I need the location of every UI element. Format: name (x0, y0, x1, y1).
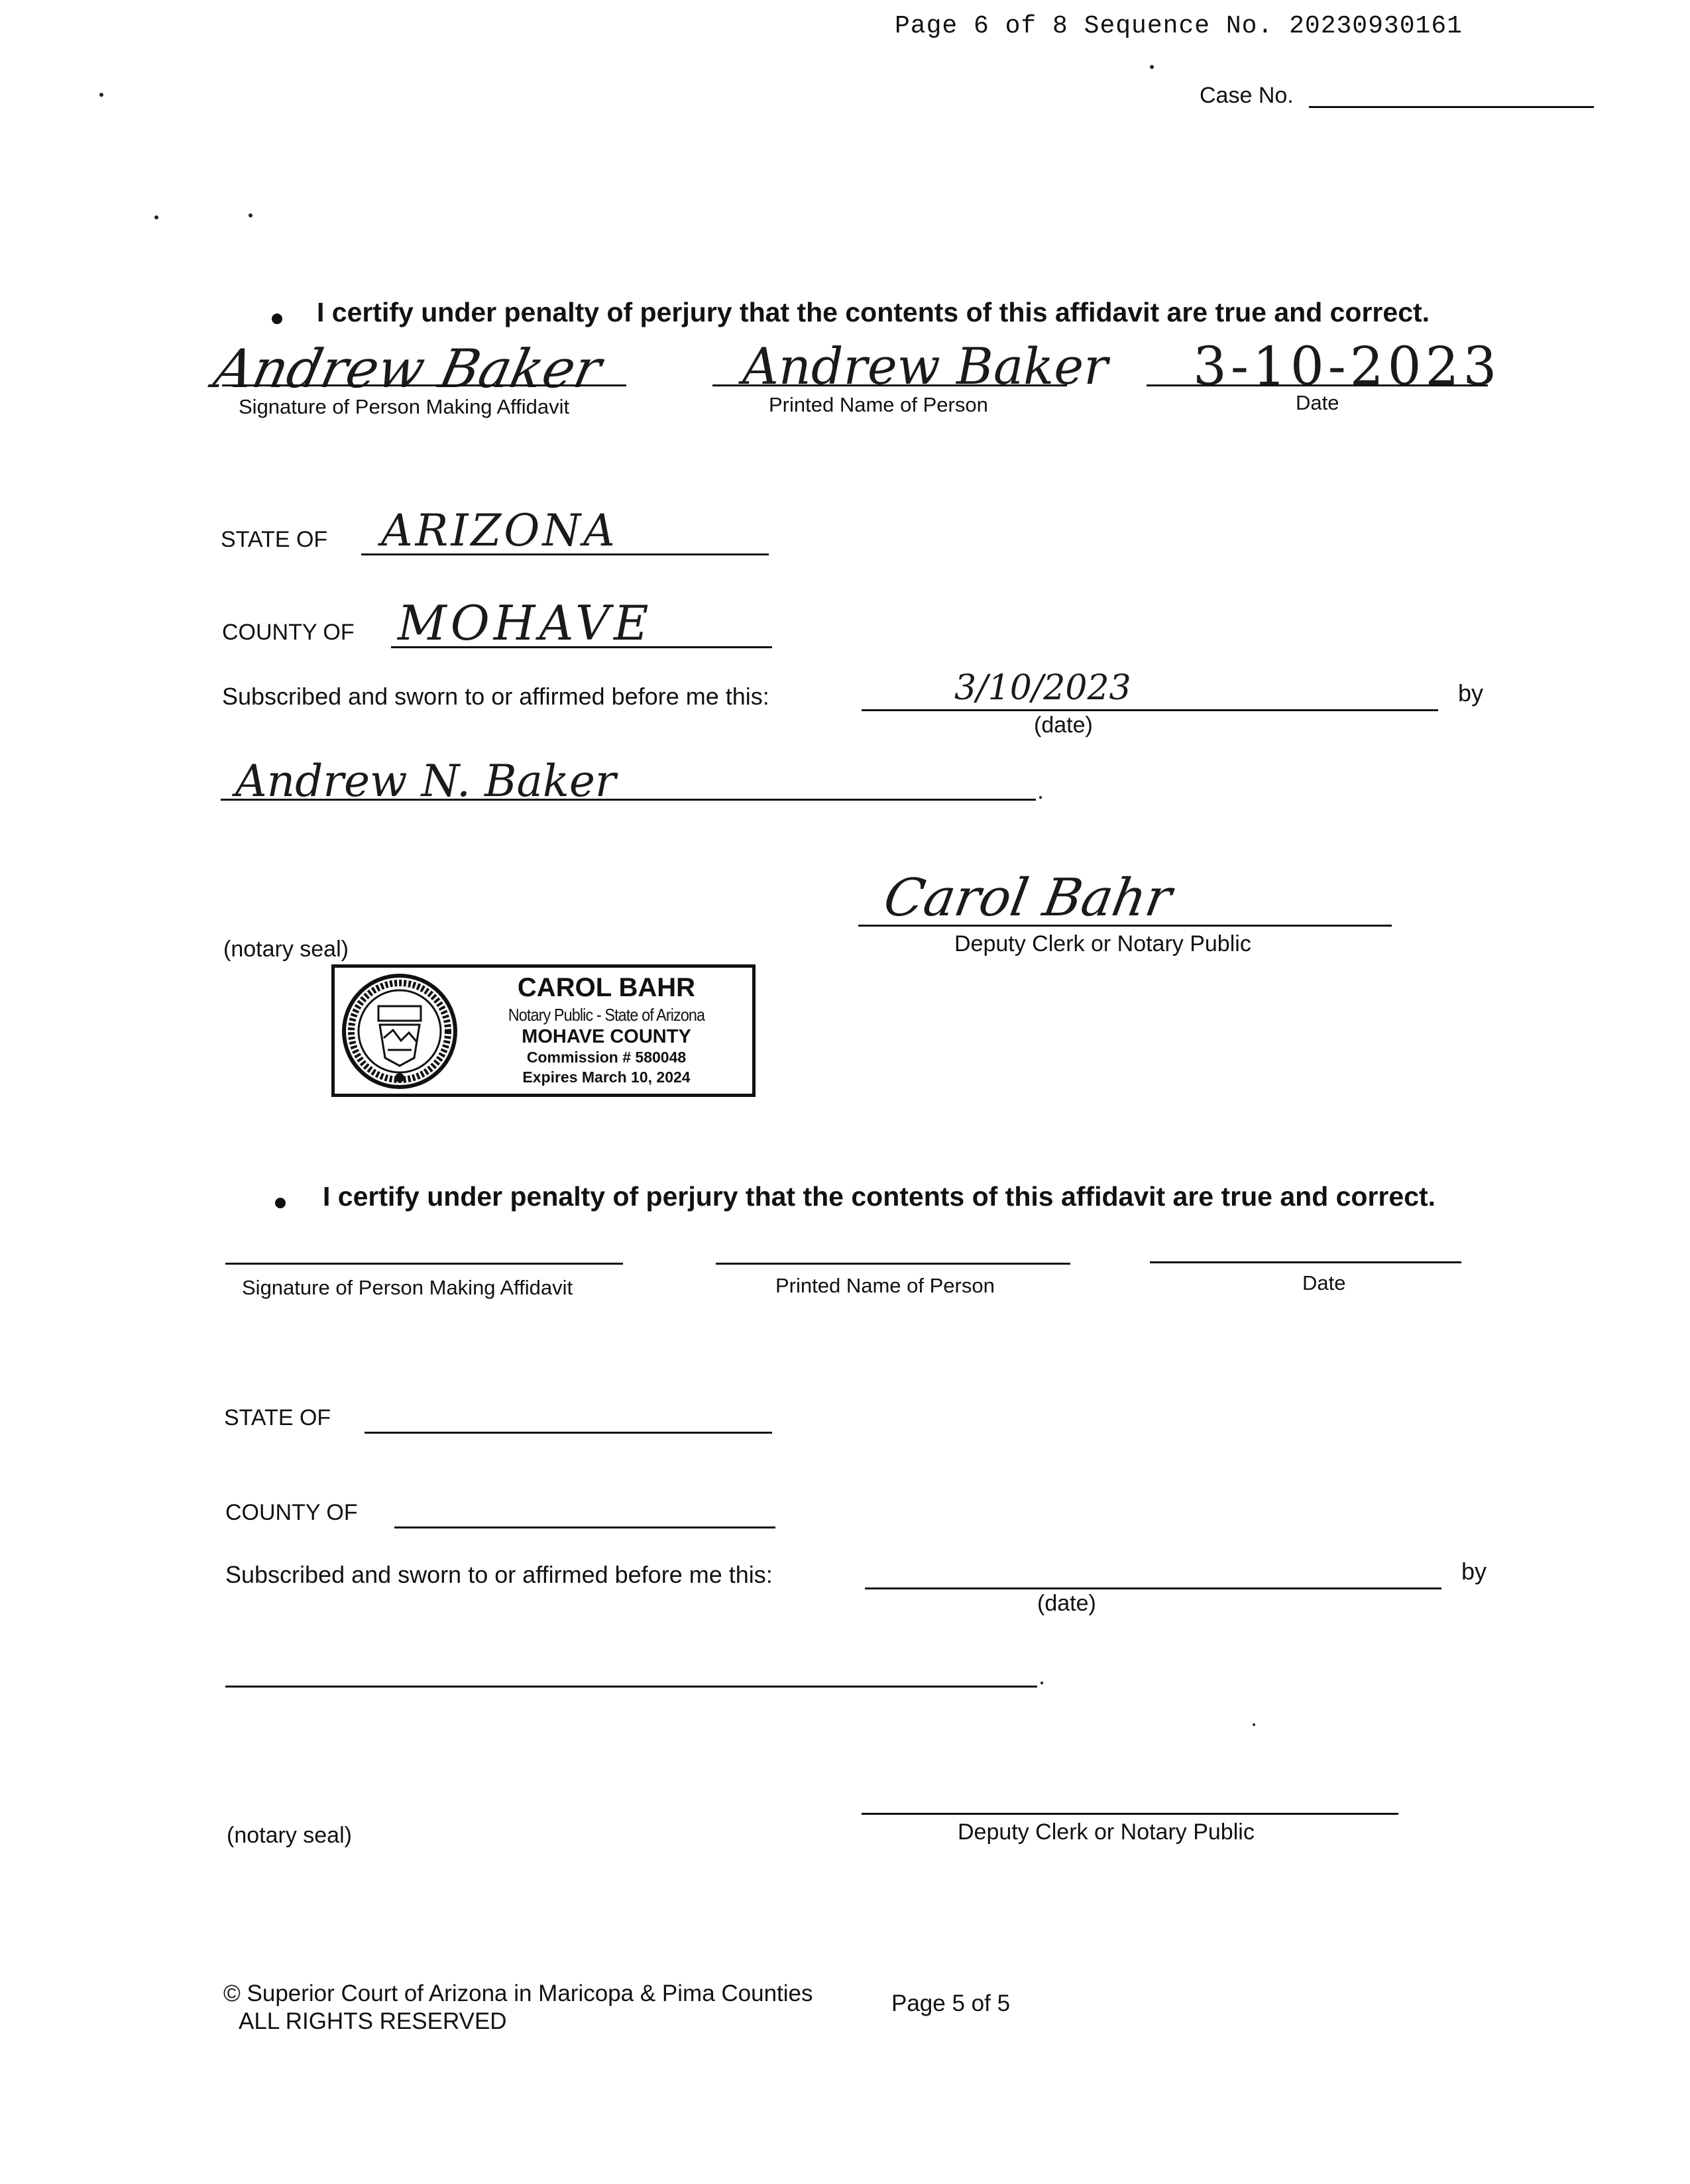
notary-sig-line-1 (858, 895, 1392, 927)
footer-page-number: Page 5 of 5 (891, 1990, 1011, 2016)
by-name-period-2: . (1039, 1662, 1046, 1690)
state-label-1: STATE OF (221, 527, 328, 552)
printed-name-line-2 (716, 1256, 1070, 1265)
by-name-line-2 (225, 1656, 1037, 1688)
date-caption-1: (date) (1034, 713, 1093, 738)
sworn-statement-2: Subscribed and sworn to or affirmed before me this: (225, 1561, 773, 1588)
scan-speck (99, 93, 103, 97)
sworn-date-line-2 (865, 1561, 1441, 1589)
scan-speck (1150, 65, 1154, 69)
notary-seal-label-2: (notary seal) (227, 1823, 352, 1848)
footer-rights: ALL RIGHTS RESERVED (239, 2008, 507, 2034)
notary-sig-label-1: Deputy Clerk or Notary Public (954, 931, 1251, 956)
scan-speck (1253, 1723, 1255, 1726)
county-line-2 (394, 1503, 775, 1528)
bullet-2 (275, 1198, 286, 1208)
sworn-statement-1: Subscribed and sworn to or affirmed before me this: (222, 683, 769, 710)
page-sequence-header: Page 6 of 8 Sequence No. 20230930161 (895, 12, 1463, 40)
notary-stamp (331, 964, 756, 1097)
date-line-2 (1150, 1255, 1461, 1263)
certify-statement-1: I certify under penalty of perjury that the contents of this affidavit are true and correct. (317, 297, 1430, 327)
sworn-date-line-1 (862, 683, 1438, 711)
by-name-period-1: . (1037, 777, 1044, 804)
signature-line-2 (225, 1256, 623, 1265)
sworn-date-handwritten: 3/10/2023 (954, 668, 1131, 708)
case-number-label: Case No. (1200, 83, 1294, 108)
by-label-2: by (1461, 1558, 1487, 1585)
county-label-1: COUNTY OF (222, 620, 355, 645)
signature-label-2: Signature of Person Making Affidavit (242, 1276, 573, 1299)
state-line-2 (365, 1408, 772, 1434)
footer-copyright: © Superior Court of Arizona in Maricopa & Pima Counties (223, 1981, 813, 2006)
by-label-1: by (1458, 679, 1484, 707)
county-label-2: COUNTY OF (225, 1500, 358, 1525)
state-value-handwritten: ARIZONA (381, 505, 618, 556)
printed-name-handwritten: Andrew Baker (742, 337, 1108, 396)
date-label-1: Date (1296, 391, 1339, 414)
notary-sig-line-2 (862, 1783, 1398, 1815)
printed-name-label-2: Printed Name of Person (775, 1274, 995, 1297)
arizona-state-seal-icon (340, 972, 459, 1091)
signature-line-1 (222, 378, 626, 386)
county-value-handwritten: MOHAVE (398, 595, 653, 651)
date-line-1 (1147, 378, 1488, 386)
scan-speck (249, 213, 253, 217)
case-number-line (1309, 83, 1594, 108)
notary-signature: Carol Bahr (879, 868, 1176, 928)
stamp-expires: Expires March 10, 2024 (522, 1068, 691, 1086)
stamp-name: CAROL BAHR (517, 973, 696, 1002)
bullet-1 (272, 314, 282, 324)
notary-seal-label-1: (notary seal) (223, 937, 349, 962)
printed-name-line-1 (712, 378, 1067, 386)
date-label-2: Date (1302, 1271, 1346, 1294)
by-name-handwritten: Andrew N. Baker (235, 756, 616, 807)
date-handwritten: 3-10-2023 (1193, 335, 1501, 397)
stamp-commission: Commission # 580048 (526, 1049, 687, 1066)
printed-name-label-1: Printed Name of Person (769, 393, 988, 416)
scan-speck (154, 215, 158, 219)
notary-sig-label-2: Deputy Clerk or Notary Public (958, 1819, 1255, 1845)
state-label-2: STATE OF (224, 1405, 331, 1430)
affiant-signature: Andrew Baker (209, 338, 607, 400)
certify-statement-2: I certify under penalty of perjury that the contents of this affidavit are true and correct. (323, 1181, 1436, 1212)
state-line-1 (361, 530, 769, 555)
stamp-title: Notary Public - State of Arizona (508, 1005, 705, 1025)
stamp-county: MOHAVE COUNTY (522, 1026, 691, 1047)
by-name-line-1 (221, 769, 1036, 801)
date-caption-2: (date) (1037, 1591, 1096, 1616)
county-line-1 (391, 623, 772, 648)
signature-label-1: Signature of Person Making Affidavit (239, 395, 570, 418)
